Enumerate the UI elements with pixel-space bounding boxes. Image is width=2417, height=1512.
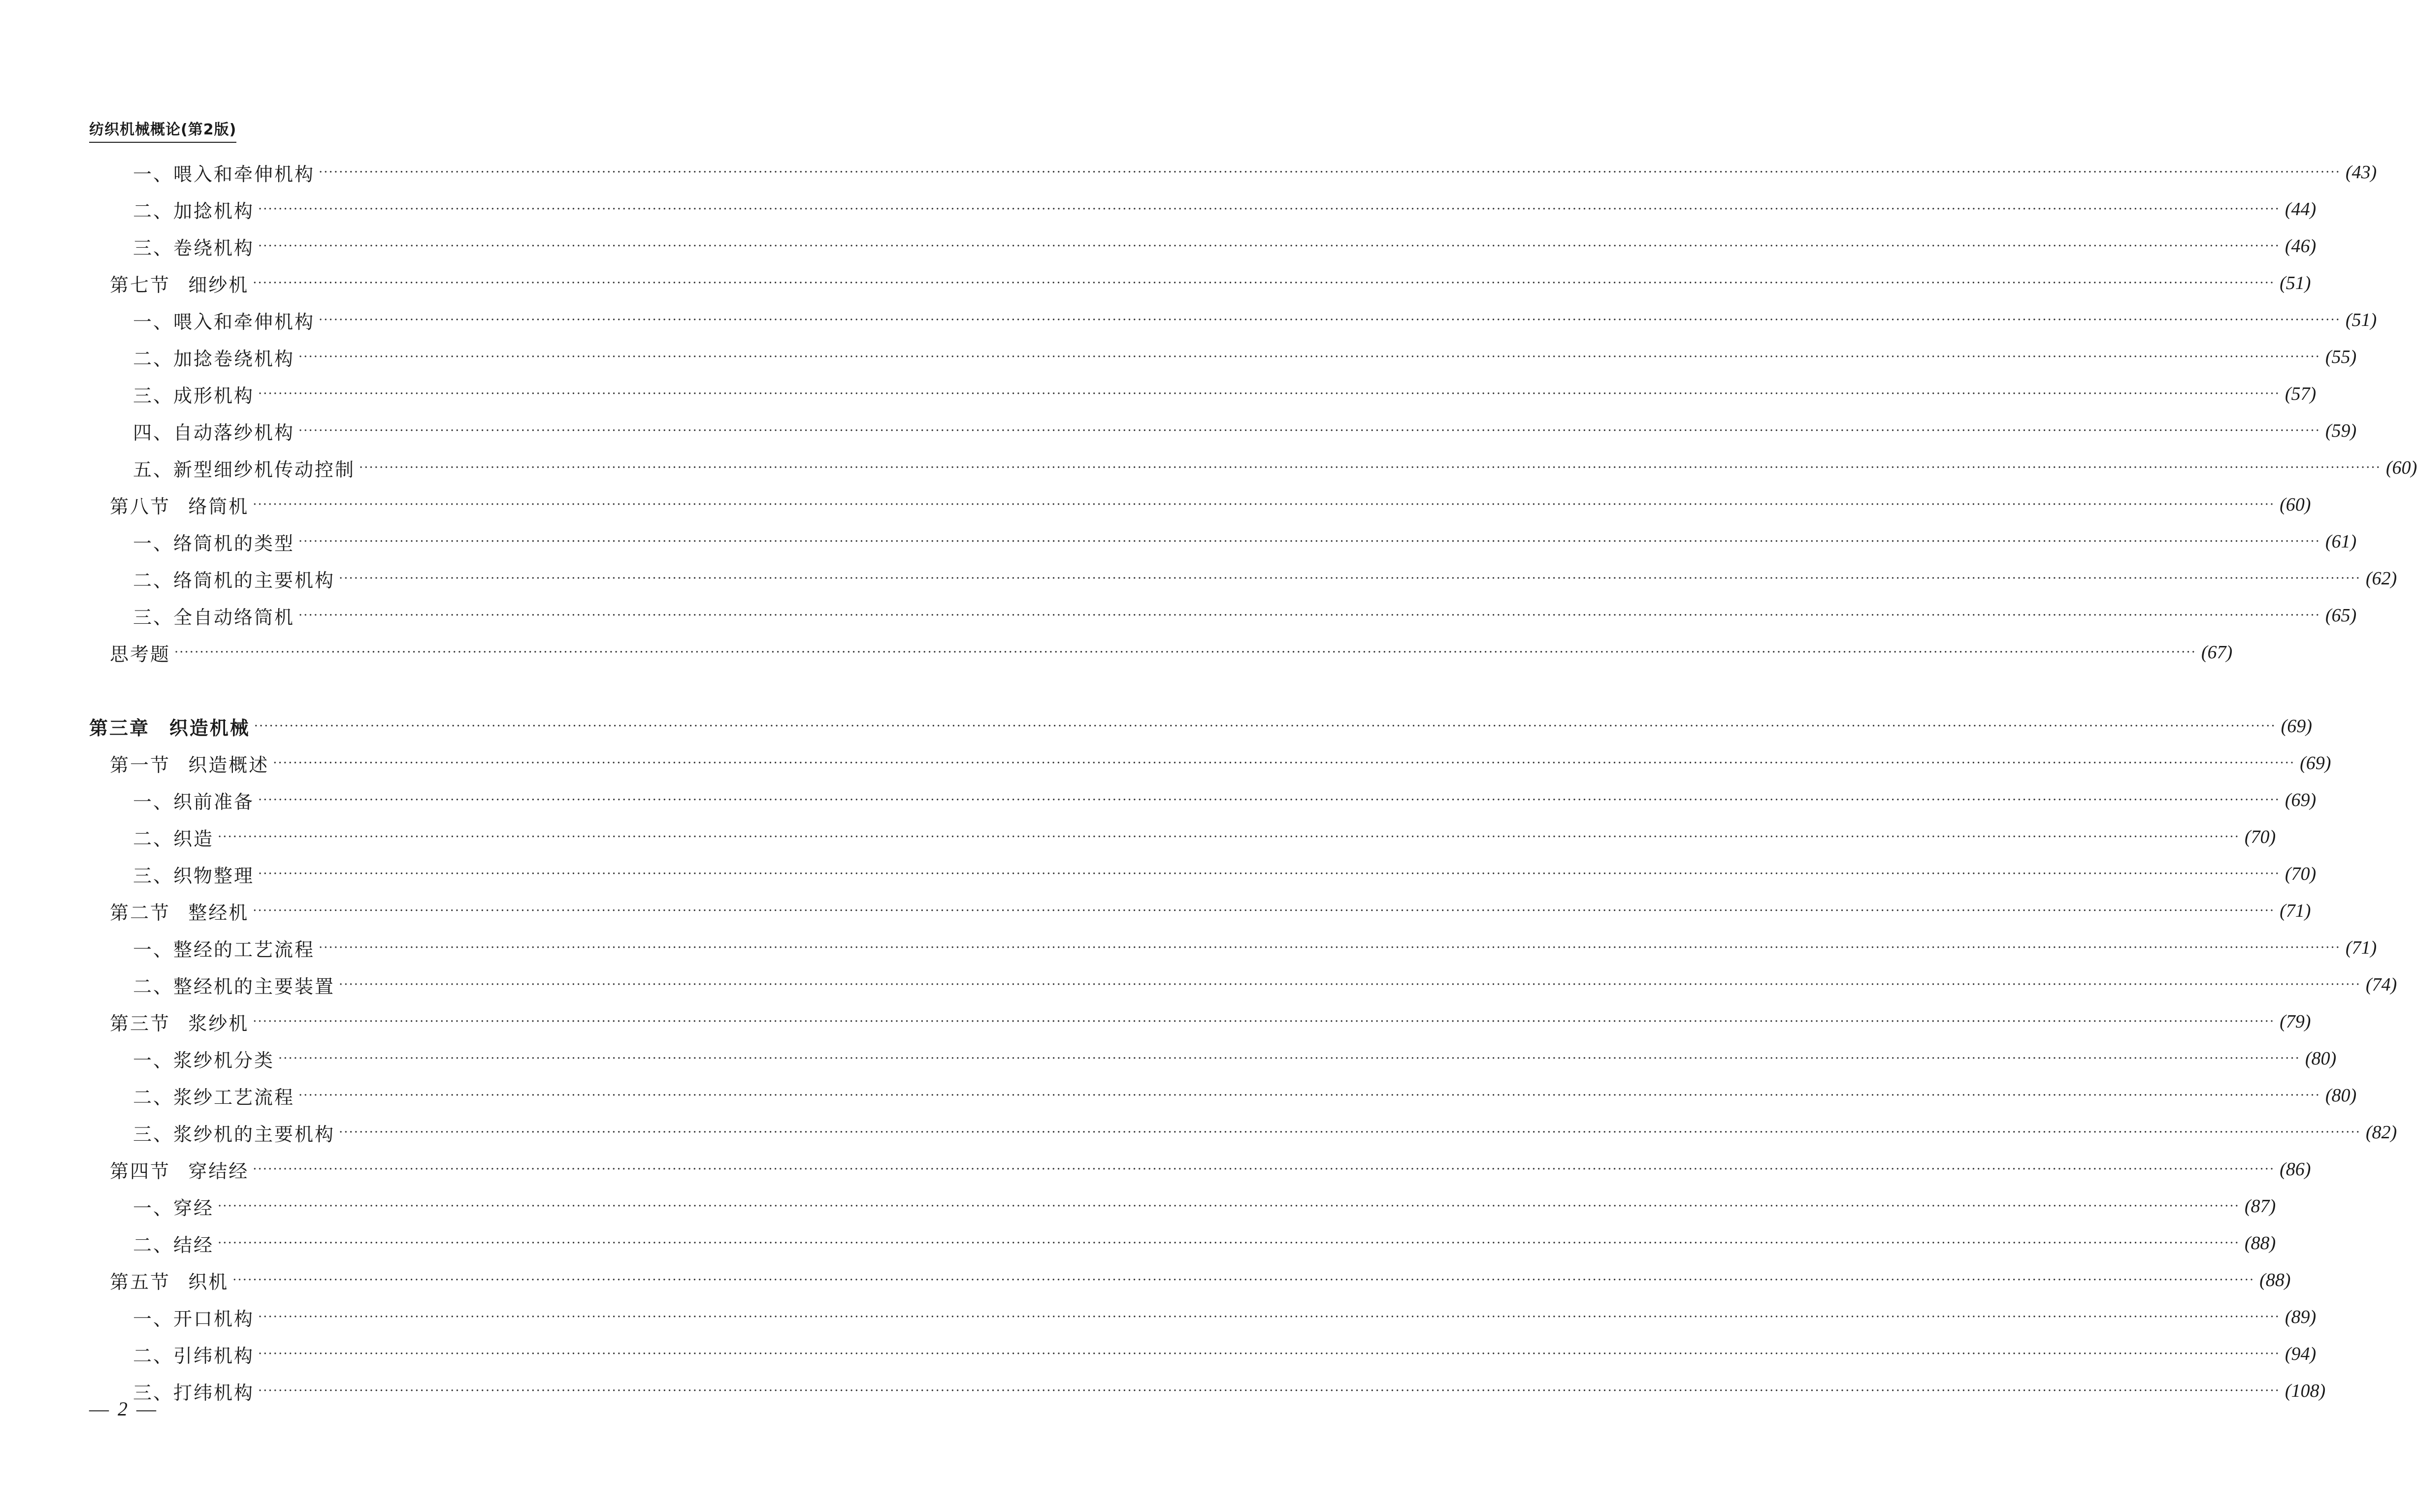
toc-entry-title: 织造概述 <box>188 754 269 776</box>
toc-entry-label: 第七节 <box>110 274 171 296</box>
toc-entry-label: 第八节 <box>110 495 171 517</box>
toc-section[interactable] <box>110 896 2311 926</box>
toc-item[interactable] <box>133 231 2317 261</box>
toc-entry-title: 穿结经 <box>188 1160 249 1182</box>
dot-leader: ················································································································································································································································································································································································································ <box>258 1383 2280 1398</box>
toc-page-number: (94) <box>2285 1344 2317 1364</box>
toc-page-number: (74) <box>2365 974 2397 995</box>
toc-page-number: (60) <box>2385 457 2417 478</box>
toc-page-number: (86) <box>2280 1159 2311 1180</box>
toc-page-number: (67) <box>2201 642 2233 663</box>
toc-entry-spacer <box>170 900 188 922</box>
dot-leader: ················································································································································································································································································································································································································ <box>359 460 2381 475</box>
toc-entry-label: 三、成形机构 <box>133 385 255 407</box>
footer-dash-right: — <box>136 1398 158 1420</box>
dot-leader: ················································································································································································································································································································································································································ <box>339 571 2361 586</box>
toc-page-number: (46) <box>2285 236 2317 257</box>
toc-page-number: (89) <box>2285 1307 2317 1327</box>
toc-page-number: (60) <box>2280 494 2311 515</box>
toc-entry-label: 五、新型细纱机传动控制 <box>133 458 356 481</box>
toc-entry-label: 二、引纬机构 <box>133 1345 255 1367</box>
toc-entry-label: 第三节 <box>110 1012 171 1034</box>
dot-leader: ················································································································································································································································································································································································································ <box>298 350 2320 364</box>
dot-leader: ················································································································································································································································································································································································································ <box>253 1014 2275 1029</box>
dot-leader: ················································································································································································································································································································································································································ <box>253 903 2275 918</box>
toc-item[interactable] <box>133 1118 2397 1147</box>
running-header: 纺织机械概论(第2版) <box>89 117 236 143</box>
toc-item[interactable] <box>133 1081 2357 1110</box>
dot-leader: ················································································································································································································································································································································································································ <box>339 1125 2361 1140</box>
toc-entry-label: 一、喂入和牵伸机构 <box>133 311 315 333</box>
dot-leader: ················································································································································································································································································································································································································ <box>258 202 2280 217</box>
toc-section[interactable] <box>110 268 2311 298</box>
toc-entry-label: 一、开口机构 <box>133 1308 255 1330</box>
toc-item[interactable] <box>133 158 2377 187</box>
toc-page-number: (71) <box>2345 937 2377 958</box>
toc-entry-label: 三、浆纱机的主要机构 <box>133 1123 335 1145</box>
toc-page-number: (70) <box>2244 827 2276 847</box>
dot-leader: ················································································································································································································································································································································································································ <box>258 239 2280 254</box>
dot-leader: ················································································································································································································································································································································································································ <box>174 645 2196 660</box>
toc-entry-label: 一、络筒机的类型 <box>133 532 295 554</box>
toc-entry-label: 第五节 <box>110 1271 171 1293</box>
toc-entry-spacer <box>170 1158 188 1180</box>
toc-entry-spacer <box>170 752 188 774</box>
toc-page-number: (43) <box>2345 162 2377 183</box>
toc-item[interactable] <box>133 305 2377 335</box>
toc-section[interactable] <box>110 1007 2311 1036</box>
dot-leader: ················································································································································································································································································································································································································ <box>319 313 2341 327</box>
toc-entry-label: 二、浆纱工艺流程 <box>133 1086 295 1108</box>
toc-entry-title: 浆纱机 <box>188 1012 249 1034</box>
toc-page-number: (69) <box>2300 753 2331 773</box>
toc-item[interactable] <box>133 1376 2326 1406</box>
toc-item[interactable] <box>133 416 2357 446</box>
toc-item[interactable] <box>133 601 2357 630</box>
toc-page-number: (59) <box>2325 420 2357 441</box>
toc-item[interactable] <box>133 342 2357 372</box>
dot-leader: ················································································································································································································································································································································································································ <box>254 719 2276 734</box>
toc-page-number: (55) <box>2325 347 2357 367</box>
toc-page-number: (108) <box>2285 1381 2326 1401</box>
toc-page-number: (44) <box>2285 199 2317 220</box>
toc-entry-label: 二、整经机的主要装置 <box>133 975 335 997</box>
toc-entry-label: 第二节 <box>110 901 171 924</box>
dot-leader: ················································································································································································································································································································································································································ <box>253 1162 2275 1177</box>
dot-leader: ················································································································································································································································································································································································································ <box>319 165 2341 180</box>
toc-entry-label: 三、卷绕机构 <box>133 237 255 259</box>
toc-entry-spacer <box>170 494 188 515</box>
toc-page-number: (65) <box>2325 605 2357 626</box>
toc-item[interactable] <box>133 822 2276 852</box>
toc-page-number: (62) <box>2365 568 2397 589</box>
dot-leader: ················································································································································································································································································································································································································ <box>258 1347 2280 1361</box>
toc-page-number: (79) <box>2280 1011 2311 1032</box>
toc-entry-label: 三、全自动络筒机 <box>133 606 295 628</box>
toc-section[interactable] <box>110 1265 2291 1295</box>
dot-leader: ················································································································································································································································································································································································································ <box>218 830 2240 844</box>
toc-entry-spacer <box>170 1011 188 1032</box>
toc-entry-label: 三、织物整理 <box>133 865 255 887</box>
toc-entry-label: 一、整经的工艺流程 <box>133 938 315 961</box>
toc-page-number: (69) <box>2285 790 2317 810</box>
dot-leader: ················································································································································································································································································································································································································ <box>298 534 2320 549</box>
toc-entry-title: 络筒机 <box>188 495 249 517</box>
toc-entry-label: 二、络筒机的主要机构 <box>133 569 335 591</box>
toc-page-number: (87) <box>2244 1196 2276 1217</box>
toc-page-number: (61) <box>2325 531 2357 552</box>
toc-section[interactable] <box>110 490 2311 519</box>
toc-page-number: (82) <box>2365 1122 2397 1143</box>
toc-page-number: (69) <box>2281 716 2312 737</box>
toc-entry-label: 第一节 <box>110 754 171 776</box>
toc-page-number: (70) <box>2285 864 2317 884</box>
toc-entry-title: 织机 <box>188 1271 229 1293</box>
toc-item[interactable] <box>133 970 2397 999</box>
dot-leader: ················································································································································································································································································································································································································ <box>339 977 2361 992</box>
toc-section[interactable] <box>110 638 2233 667</box>
toc-entry-title: 细纱机 <box>188 274 249 296</box>
dot-leader: ················································································································································································································································································································································································································ <box>232 1273 2255 1287</box>
toc-page-number: (51) <box>2345 310 2377 330</box>
toc-page-number: (88) <box>2244 1233 2276 1254</box>
dot-leader: ················································································································································································································································································································································································································ <box>218 1199 2240 1214</box>
dot-leader: ················································································································································································································································································································································································································ <box>218 1236 2240 1251</box>
toc-entry-label: 第四节 <box>110 1160 171 1182</box>
toc-entry-title: 整经机 <box>188 901 249 924</box>
page-number: 2 <box>118 1398 130 1420</box>
dot-leader: ················································································································································································································································································································································································································ <box>298 423 2320 438</box>
toc-item[interactable] <box>133 1228 2276 1258</box>
toc-item[interactable] <box>133 933 2377 963</box>
toc-entry-title: 织造机械 <box>169 716 250 739</box>
toc-entry-label: 思考题 <box>110 643 171 665</box>
dot-leader: ················································································································································································································································································································································································································ <box>298 608 2320 623</box>
dot-leader: ················································································································································································································································································································································································································ <box>278 1051 2300 1066</box>
toc-item[interactable] <box>133 859 2317 889</box>
toc-entry-label: 一、浆纱机分类 <box>133 1049 275 1071</box>
toc-page-number: (80) <box>2305 1048 2337 1069</box>
dot-leader: ················································································································································································································································································································································································································ <box>319 940 2341 955</box>
dot-leader: ················································································································································································································································································································································································································ <box>253 497 2275 512</box>
toc-page-number: (71) <box>2280 901 2311 921</box>
dot-leader: ················································································································································································································································································································································································································ <box>253 276 2275 290</box>
toc-entry-label: 四、自动落纱机构 <box>133 421 295 444</box>
dot-leader: ················································································································································································································································································································································································································ <box>258 386 2280 401</box>
toc-section[interactable] <box>110 748 2331 778</box>
toc-entry-label: 第三章 <box>89 716 150 739</box>
page-number-footer <box>89 1397 158 1420</box>
toc-item[interactable] <box>133 1302 2317 1332</box>
toc-item[interactable] <box>133 194 2317 224</box>
toc-entry-spacer <box>150 715 169 738</box>
toc-entry-label: 二、织造 <box>133 828 214 850</box>
dot-leader: ················································································································································································································································································································································································································ <box>258 793 2280 807</box>
dot-leader: ················································································································································································································································································································································································································ <box>273 756 2295 771</box>
toc-item[interactable] <box>133 1339 2317 1369</box>
toc-page-number: (51) <box>2280 273 2311 293</box>
toc-section[interactable] <box>110 1155 2311 1184</box>
toc-entry-label: 二、加捻机构 <box>133 200 255 222</box>
toc-item[interactable] <box>133 527 2357 556</box>
dot-leader: ················································································································································································································································································································································································································ <box>258 1310 2280 1324</box>
toc-item[interactable] <box>133 1044 2337 1073</box>
toc-item[interactable] <box>133 564 2397 593</box>
dot-leader: ················································································································································································································································································································································································································ <box>258 867 2280 881</box>
toc-entry-label: 二、加捻卷绕机构 <box>133 348 295 370</box>
toc-entry-spacer <box>170 272 188 294</box>
toc-page-number: (80) <box>2325 1085 2357 1106</box>
toc-entry-label: 一、织前准备 <box>133 791 255 813</box>
toc-item[interactable] <box>133 1191 2276 1221</box>
toc-entry-label: 三、打纬机构 <box>133 1382 255 1404</box>
toc-entry-label: 二、结经 <box>133 1234 214 1256</box>
toc-page-number: (88) <box>2259 1270 2291 1290</box>
footer-dash-left: — <box>89 1398 111 1420</box>
toc-item[interactable] <box>133 379 2317 409</box>
toc-chapter[interactable] <box>89 711 2312 741</box>
toc-page-number: (57) <box>2285 384 2317 404</box>
toc-item[interactable] <box>133 453 2417 483</box>
toc-entry-spacer <box>170 1269 188 1291</box>
toc-entry-label: 一、穿经 <box>133 1197 214 1219</box>
toc-item[interactable] <box>133 785 2317 815</box>
dot-leader: ················································································································································································································································································································································································································ <box>298 1088 2320 1103</box>
toc-entry-label: 一、喂入和牵伸机构 <box>133 163 315 185</box>
